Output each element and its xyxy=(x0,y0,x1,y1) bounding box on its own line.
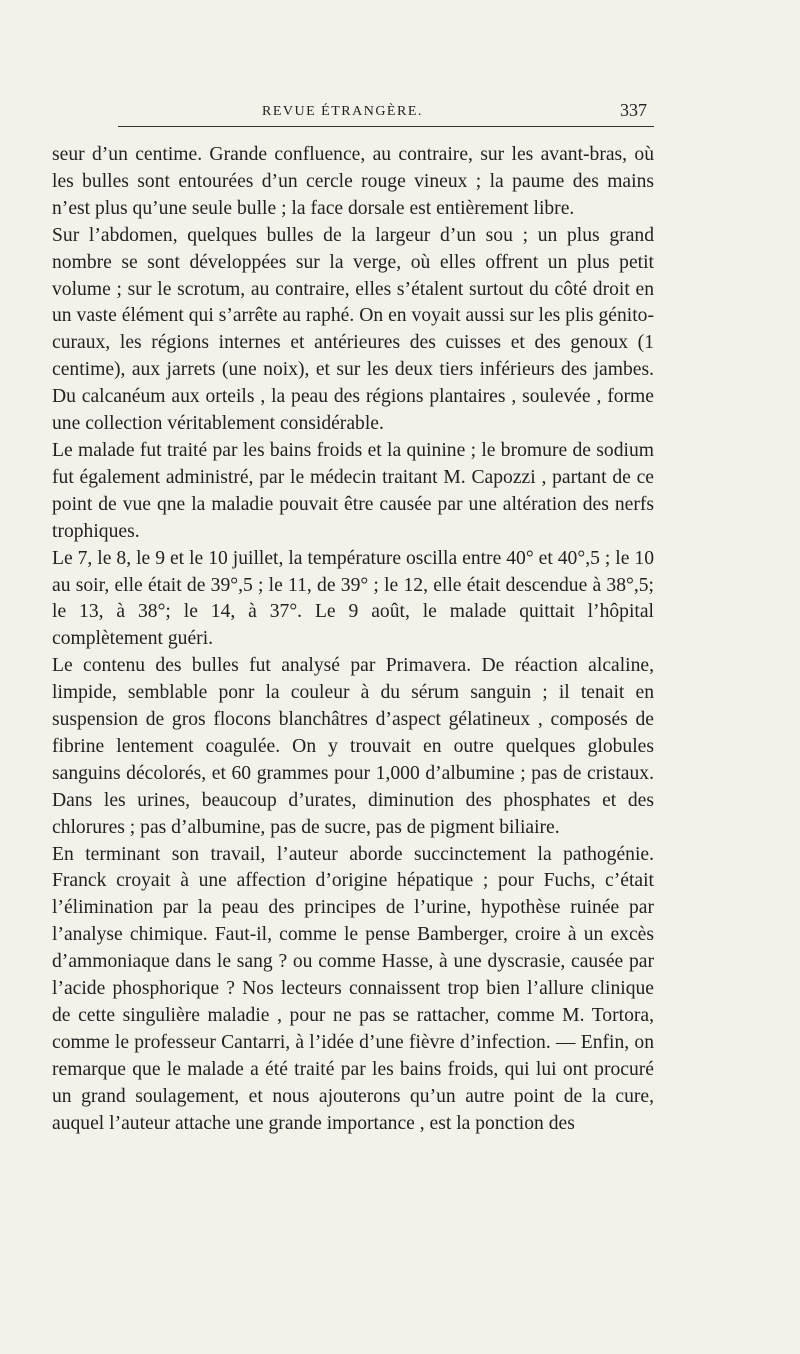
paragraph: En terminant son travail, l’auteur aborde succinctement la pathogénie. Franck croyait à une affection d’origine hépatique ; pour Fuchs, c’était l’élimination par la peau des principes de l’urine, hypothèse ruinée par l’analyse chimique. Faut-il, comme le pense Bamberger, croire à un excès d’ammoniaque dans le sang ? ou comme Hasse, à une dyscrasie, causée par l’acide phosphorique ? Nos lecteurs connaissent trop bien l’allure clinique de cette singulière maladie , pour ne pas se rattacher, comme M. Tortora, comme le professeur Cantarri, à l’idée d’une fièvre d’infection. — Enfin, on remarque que le malade a été traité par les bains froids, qui lui ont procuré un grand soulagement, et nous ajouterons qu’un autre point de la cure, auquel l’auteur attache une grande importance , est la ponction des xyxy=(52,843,654,1134)
header-rule xyxy=(118,126,654,127)
page-number: 337 xyxy=(620,100,647,120)
paragraph: seur d’un centime. Grande confluence, au contraire, sur les avant-bras, où les bulles sont entourées d’un cercle rouge vineux ; la paume des mains n’est plus qu’une seule bulle ; la face dorsale est entièrement libre. xyxy=(52,144,654,219)
paragraph: Le malade fut traité par les bains froids et la quinine ; le bromure de sodium fut également administré, par le médecin traitant M. Capozzi , partant de ce point de vue qne la maladie pouvait être causée par une altération des nerfs trophiques. xyxy=(52,439,654,542)
body-text xyxy=(52,142,654,1138)
running-header xyxy=(0,100,800,126)
paragraph: Le 7, le 8, le 9 et le 10 juillet, la température oscilla entre 40° et 40°,5 ; le 10 au soir, elle était de 39°,5 ; le 11, de 39° ; le 12, elle était descendue à 38°,5; le 13, à 38°; le 14, à 37°. Le 9 août, le malade quittait l’hôpital complètement guéri. xyxy=(52,547,654,650)
paragraph: Le contenu des bulles fut analysé par Primavera. De réaction alcaline, limpide, semblable ponr la couleur à du sérum sanguin ; il tenait en suspension de gros flocons blanchâtres d’aspect gélatineux , composés de fibrine lentement coagulée. On y trouvait en outre quelques globules sanguins décolorés, et 60 grammes pour 1,000 d’albumine ; pas de cristaux. Dans les urines, beaucoup d’urates, diminution des phosphates et des chlorures ; pas d’albumine, pas de sucre, pas de pigment biliaire. xyxy=(52,655,654,838)
running-title: REVUE ÉTRANGÈRE. xyxy=(262,104,423,119)
paragraph: Sur l’abdomen, quelques bulles de la largeur d’un sou ; un plus grand nombre se sont développées sur la verge, où elles offrent un plus petit volume ; sur le scrotum, au contraire, elles s’étalent surtout du côté droit en un vaste élément qui s’arrête au raphé. On en voyait aussi sur les plis génito-curaux, les régions internes et antérieures des cuisses et des genoux (1 centime), aux jarrets (une noix), et sur les deux tiers inférieurs des jambes. Du calcanéum aux orteils , la peau des régions plantaires , soulevée , forme une collection véritablement considérable. xyxy=(52,224,654,435)
